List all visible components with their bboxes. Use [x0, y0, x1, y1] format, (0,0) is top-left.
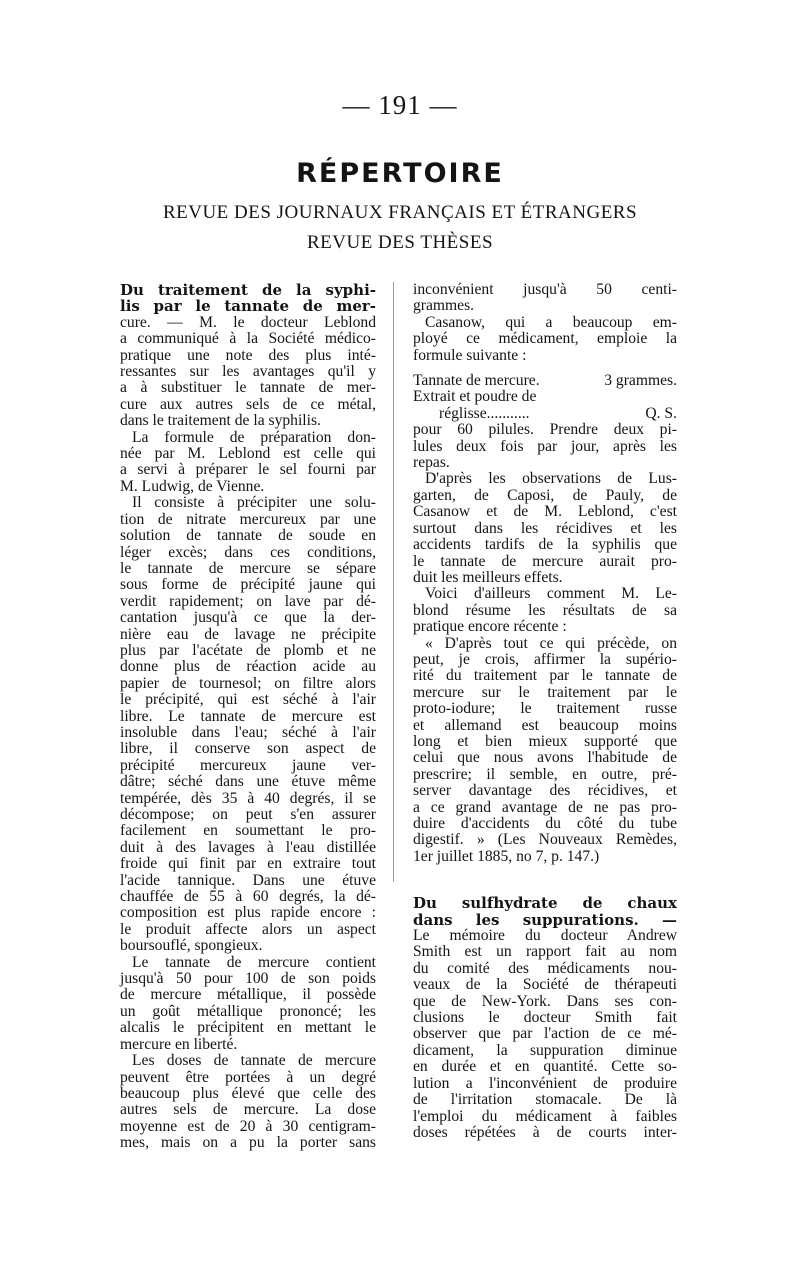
text-line: de l'irritation stomacale. De là	[413, 1091, 677, 1109]
article-sulfhydrate-text	[413, 895, 677, 1141]
text-line: dâtre; séché dans une étuve même	[120, 773, 376, 791]
text-line: et allemand est beaucoup moins	[413, 716, 677, 734]
text-line: tempérée, dès 35 à 40 degrés, il se	[120, 789, 376, 807]
text-line: alcalis le précipitent en mettant le	[120, 1019, 376, 1037]
text-line: formule suivante :	[413, 346, 527, 364]
text-line: peut, je crois, affirmer la supério-	[413, 650, 677, 668]
text-line: libre, il conserve son aspect de	[120, 740, 376, 758]
text-line: ressantes sur les avantages qu'il y	[120, 363, 376, 381]
text-line: cantation jusqu'à ce que la der-	[120, 609, 376, 627]
text-line: le produit affecte alors un aspect	[120, 920, 376, 938]
text-line: D'après les observations de Lus-	[425, 470, 677, 488]
text-line: grammes.	[413, 297, 475, 315]
formula-row	[413, 406, 677, 422]
text-line: Il consiste à précipiter une solu-	[132, 494, 376, 512]
text-line: duit les meilleurs effets.	[413, 568, 563, 586]
text-line: La formule de préparation don-	[132, 428, 376, 446]
text-line: lules deux fois par jour, après les	[413, 437, 677, 455]
text-line: dicament, la suppuration diminue	[413, 1041, 677, 1059]
article-syphilis-conclusion	[413, 422, 677, 865]
formula-quantity: 3 grammes.	[604, 372, 677, 390]
text-line: plus par l'acétate de plomb et ne	[120, 641, 376, 659]
text-line: nière eau de lavage ne précipite	[120, 625, 376, 643]
text-line: dans les suppurations. —	[413, 910, 677, 929]
formula-ingredient: Extrait et poudre de	[413, 388, 537, 406]
text-line: doses répétées à de courts inter-	[413, 1123, 677, 1141]
text-line: le précipité, qui est séché à l'air	[120, 691, 376, 709]
text-line: chauffée de 55 à 60 degrés, la dé-	[120, 888, 376, 906]
text-line: Casanow et de M. Leblond, c'est	[413, 503, 677, 521]
text-line: a servi à préparer le sel fourni par	[120, 461, 376, 479]
formula-quantity: Q. S.	[645, 404, 677, 422]
text-line: boursouflé, spongieux.	[120, 937, 263, 955]
text-line: veaux de la Société de thérapeuti	[413, 976, 677, 994]
text-line: insoluble dans l'eau; séché à l'air	[120, 723, 376, 741]
text-line: en durée et en quantité. Cette so-	[413, 1058, 677, 1076]
text-line: Du traitement de la syphi-	[120, 281, 376, 299]
text-line: tion de nitrate mercureux par une	[120, 510, 376, 528]
text-line: décompose; on peut s'en assurer	[120, 806, 376, 823]
text-line: cure. — M. le docteur Leblond	[120, 313, 376, 331]
text-line: « D'après tout ce qui précède, on	[425, 634, 677, 652]
text-line: Le mémoire du docteur Andrew	[413, 927, 677, 945]
formula-ingredient: Tannate de mercure.	[413, 372, 540, 390]
text-line: Le tannate de mercure contient	[132, 953, 376, 971]
text-line: précipité mercureux jaune ver-	[120, 756, 376, 774]
text-line: 1er juillet 1885, no 7, p. 147.)	[413, 847, 600, 865]
section-subtitle-theses: REVUE DES THÈSES	[306, 232, 494, 253]
text-line: le tannate de mercure aurait pro-	[413, 552, 677, 570]
formula-ingredient: réglisse...........	[439, 404, 530, 422]
text-line: Voici d'ailleurs comment M. Le-	[425, 585, 677, 603]
right-column	[413, 282, 677, 1141]
text-line: verdit rapidement; on lave par dé-	[120, 592, 376, 610]
text-line: pratique encore récente :	[413, 618, 567, 636]
text-line: accidents tardifs de la syphilis que	[413, 536, 677, 554]
text-line: Casanow, qui a beaucoup em-	[425, 313, 677, 331]
text-line: un goût métallique prononcé; les	[120, 1002, 376, 1020]
text-line: observer que par l'action de ce mé-	[413, 1025, 677, 1043]
left-column	[120, 282, 376, 1152]
text-line: donne plus de réaction acide au	[120, 658, 376, 676]
text-line: mercure sur le traitement par le	[413, 683, 677, 701]
text-line: long et bien mieux supporté que	[413, 732, 677, 750]
text-line: froide qui finit par en extraire tout	[120, 855, 376, 873]
text-line: proto-iodure; le traitement russe	[413, 700, 677, 718]
text-line: duit à des lavages à l'eau distillée	[120, 838, 376, 856]
text-line: léger excès; dans ces conditions,	[120, 543, 376, 561]
text-line: cure aux autres sels de ce métal,	[120, 395, 376, 413]
text-line: composition est plus rapide encore :	[120, 904, 376, 922]
article-syphilis-continued	[413, 282, 677, 364]
text-line: sous forme de précipité jaune qui	[120, 576, 376, 594]
text-line: mercure en liberté.	[120, 1035, 238, 1053]
formula-row	[413, 389, 677, 405]
text-line: inconvénient jusqu'à 50 centi-	[413, 281, 677, 298]
text-line: autres sels de mercure. La dose	[120, 1101, 376, 1119]
text-line: pour 60 pilules. Prendre deux pi-	[413, 421, 677, 439]
text-line: a à substituer le tannate de mer-	[120, 379, 376, 397]
text-line: surtout dans les récidives et les	[413, 519, 677, 537]
page-title: RÉPERTOIRE	[296, 158, 504, 189]
text-line: solution de tannate de soude en	[120, 527, 376, 545]
text-line: repas.	[413, 454, 450, 472]
text-line: moyenne est de 20 à 30 centigram-	[120, 1117, 376, 1135]
text-line: Smith est un rapport fait au nom	[413, 943, 677, 961]
text-line: celui que nous avons l'habitude de	[413, 749, 677, 767]
text-line: prescrire; il semble, en outre, pré-	[413, 765, 677, 783]
text-line: lution a l'inconvénient de produire	[413, 1074, 677, 1092]
page-number: — 191 —	[342, 90, 458, 120]
text-line: a ce grand avantage de ne pas pro-	[413, 798, 677, 816]
text-line: peuvent être portées à un degré	[120, 1068, 376, 1086]
text-line: de mercure métallique, il possède	[120, 986, 376, 1004]
text-line: ployé ce médicament, emploie la	[413, 330, 677, 348]
text-line: mes, mais on a pu la porter sans	[120, 1134, 376, 1152]
text-line: papier de tournesol; on filtre alors	[120, 674, 376, 692]
text-line: digestif. » (Les Nouveaux Remèdes,	[413, 831, 677, 849]
text-line: blond résume les résultats de sa	[413, 601, 677, 619]
text-line: garten, de Caposi, de Pauly, de	[413, 486, 677, 504]
text-line: facilement en soumettant le pro-	[120, 822, 376, 840]
text-line: lis par le tannate de mer-	[120, 297, 376, 316]
column-divider	[393, 282, 394, 882]
text-line: jusqu'à 50 pour 100 de son poids	[120, 970, 376, 988]
text-line: l'acide tannique. Dans une étuve	[120, 871, 376, 889]
text-line: duire d'accidents du côté du tube	[413, 815, 677, 832]
text-line: server davantage des récidives, et	[413, 782, 677, 800]
prescription-formula	[413, 373, 677, 422]
text-line: clusions le docteur Smith fait	[413, 1009, 677, 1027]
text-line: beaucoup plus élevé que celle des	[120, 1084, 376, 1102]
text-line: Les doses de tannate de mercure	[132, 1052, 376, 1070]
text-line: que de New-York. Dans ses con-	[413, 992, 677, 1010]
text-line: Du sulfhydrate de chaux	[413, 894, 677, 913]
article-syphilis-text	[120, 282, 376, 1152]
text-line: rité du traitement par le tannate de	[413, 667, 677, 685]
text-line: a communiqué à la Société médico-	[120, 330, 376, 348]
text-line: M. Ludwig, de Vienne.	[120, 477, 265, 495]
formula-row	[413, 373, 677, 389]
text-line: dans le traitement de la syphilis.	[120, 412, 321, 430]
text-line: le tannate de mercure se sépare	[120, 559, 376, 577]
text-line: née par M. Leblond est celle qui	[120, 445, 376, 463]
section-subtitle-journals: REVUE DES JOURNAUX FRANÇAIS ET ÉTRANGERS	[162, 202, 638, 223]
text-line: libre. Le tannate de mercure est	[120, 707, 376, 725]
text-line: pratique une note des plus inté-	[120, 346, 376, 364]
text-line: du comité des médicaments nou-	[413, 959, 677, 977]
text-line: l'emploi du médicament à faibles	[413, 1107, 677, 1125]
